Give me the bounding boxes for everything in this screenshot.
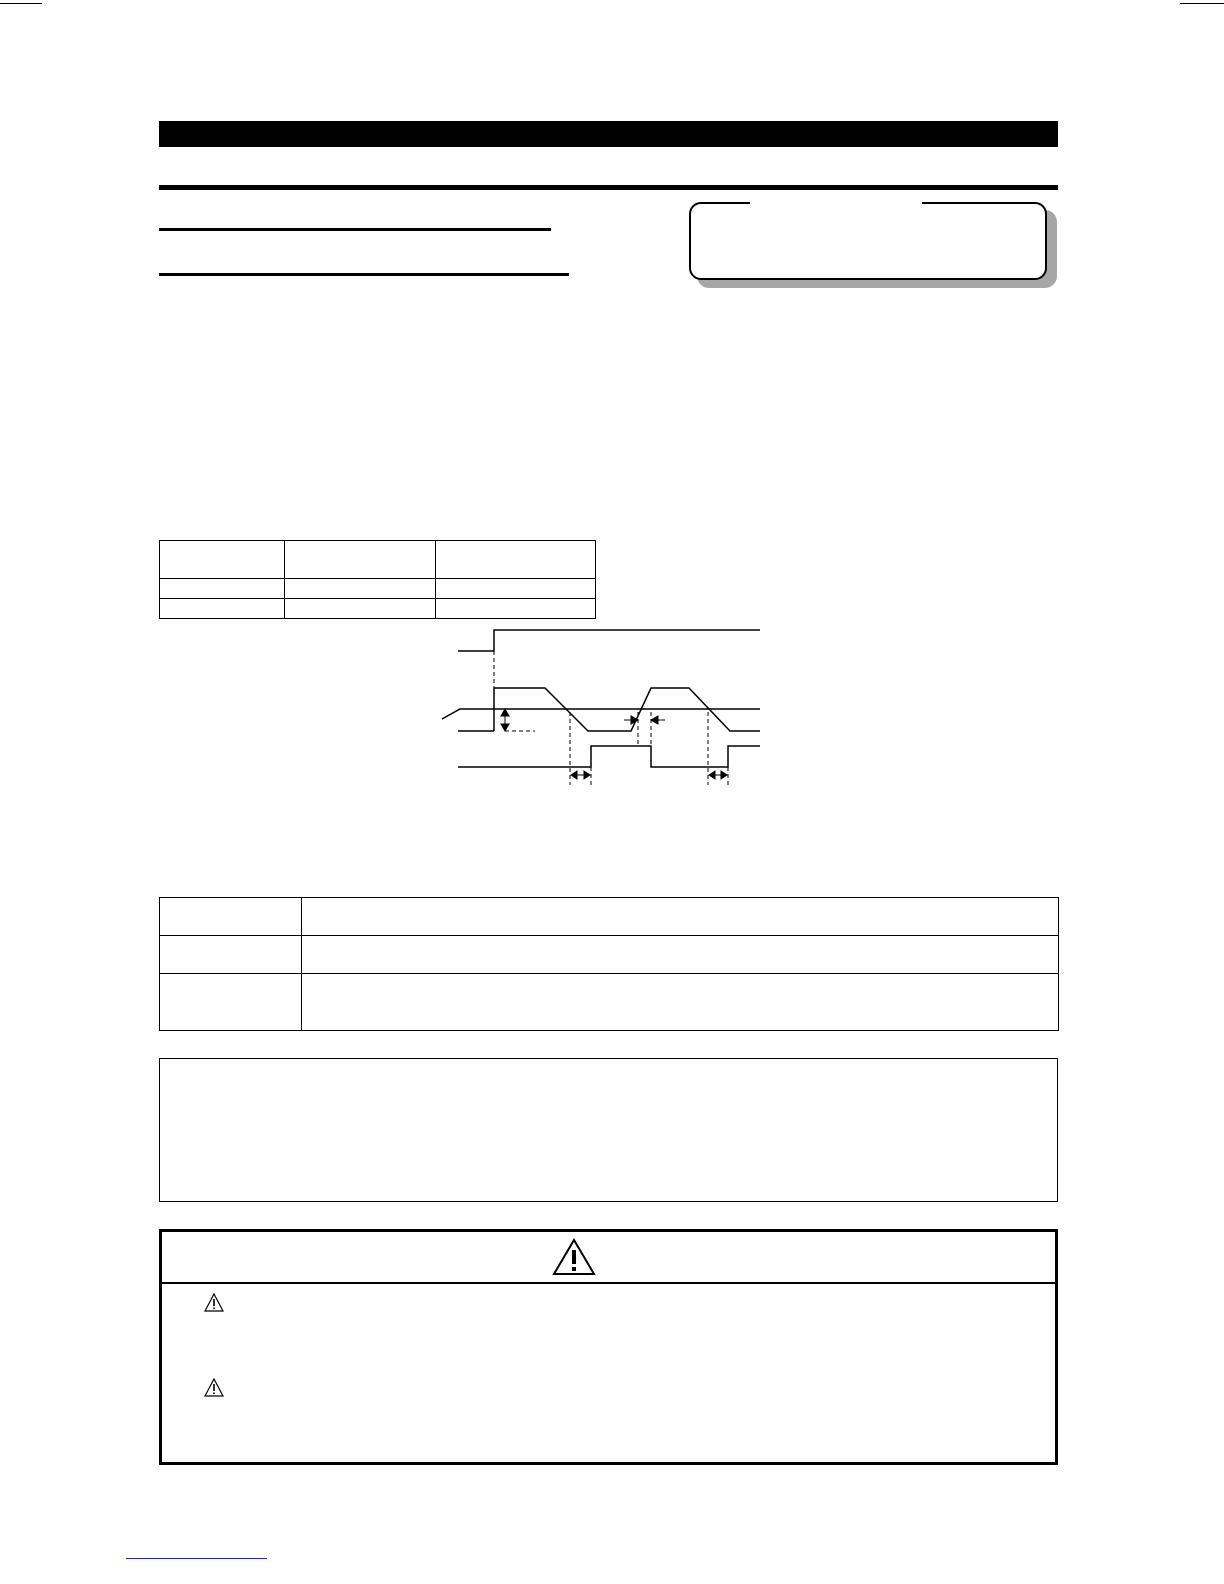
table-cell (302, 974, 1059, 1031)
parameter-table (159, 897, 1059, 1031)
table-cell (160, 936, 302, 974)
table-cell (160, 974, 302, 1031)
table-cell (302, 936, 1059, 974)
table-row (160, 898, 1059, 936)
table-row (160, 974, 1059, 1031)
delay-arrow-head (721, 771, 727, 779)
signal-trace-level (442, 709, 760, 719)
caution-box (159, 1229, 1058, 1465)
signal-trace-start (458, 630, 760, 651)
signal-trace-digital (458, 746, 760, 767)
table-cell (160, 898, 302, 936)
delay-arrow-head (571, 771, 577, 779)
delay-arrow-head (584, 771, 590, 779)
warning-triangle-icon (204, 1293, 224, 1313)
delay-arrow-head (709, 771, 715, 779)
inward-arrow-head (651, 716, 658, 724)
table-row (160, 936, 1059, 974)
caution-header (162, 1232, 1055, 1284)
hysteresis-arrow-head (501, 724, 509, 731)
table-cell (302, 898, 1059, 936)
warning-triangle-icon (552, 1238, 596, 1276)
hysteresis-arrow-head (501, 709, 509, 716)
footer-link[interactable] (126, 1558, 267, 1559)
note-box (159, 1058, 1058, 1202)
warning-triangle-icon (204, 1378, 224, 1398)
